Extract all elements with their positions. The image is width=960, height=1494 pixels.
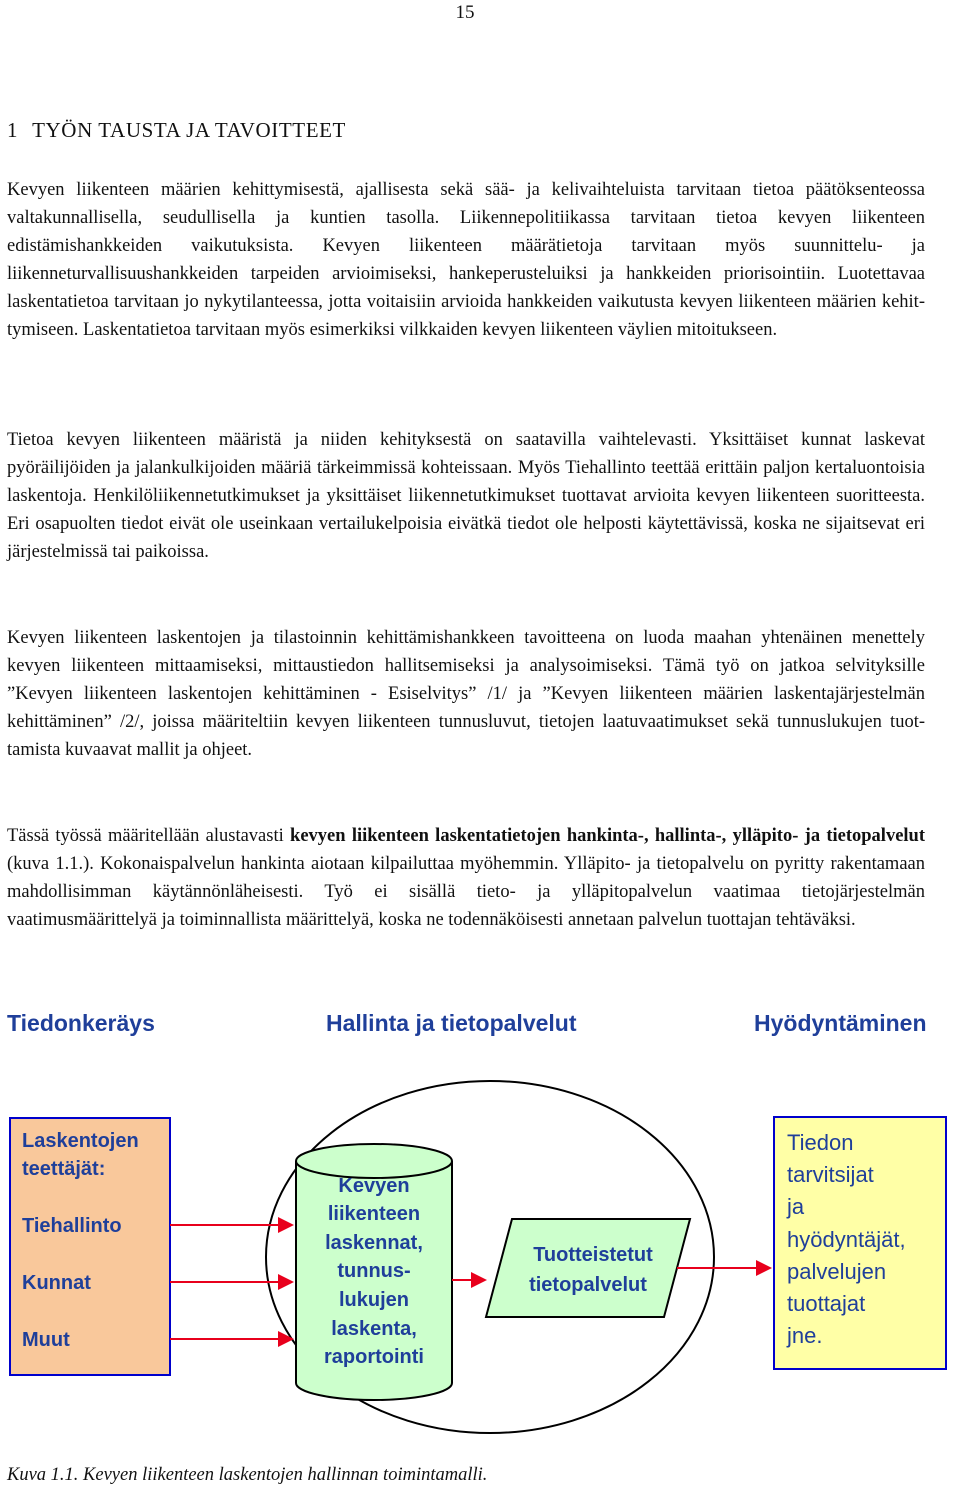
left-box-item-2: Kunnat	[22, 1272, 91, 1294]
paragraph-4-start: Tässä työssä määritellään alustavasti	[7, 826, 291, 846]
paragraph-4	[7, 822, 925, 934]
right-box-line-5: palvelujen	[787, 1259, 887, 1284]
paragraph-4-bold: kevyen liikenteen laskentatietojen hankinta-, hallinta-, ylläpito- ja tietopalvelut	[290, 826, 925, 846]
cylinder-line-2: liikenteen	[327, 1203, 421, 1225]
section-number: 1	[7, 118, 19, 142]
cylinder-line-6: laskenta,	[331, 1318, 417, 1340]
left-box-item-1: Tiehallinto	[22, 1215, 122, 1237]
right-box-line-6: tuottajat	[787, 1291, 866, 1316]
paragraph-2: Tietoa kevyen liikenteen määristä ja niiden kehityksestä on saatavilla vaihtelevasti. Yksittäiset kunnat laskevat pyöräilijöiden ja jalankulkijoiden määriä tärkeimmissä kohteissaan. Myös Tiehallinto teettää erittäin paljon kertaluontoisia laskentoja. Henkilöliikennetutkimukset ja yksittäiset liikennetutkimukset tuottavat arvioita kevyen liikenteen suoritteesta. Eri osapuolten tiedot eivät ole useinkaan vertailukelpoisia eivätkä tiedot ole helposti käytettävissä, koska ne sijaitsevat eri järjestelmissä tai paikoissa.	[7, 430, 925, 562]
paragraph-1: Kevyen liikenteen määrien kehittymisestä, ajallisesta sekä sää- ja kelivaihteluista tarvitaan tietoa päätöksenteossa valtakunnallisella, seudullisella ja kuntien tasolla. Liikennepolitiikassa tarvitaan tietoa kevyen liikenteen edistämishankkeiden vaikutuksista. Kevyen liikenteen määrätietoja tarvitaan myös suunnittelu- ja liikenneturvallisuushankkeiden tarpeiden arvioimiseksi, hankeperusteluiksi ja hankkeiden priorisointiin. Luotettavaa laskentatietoa tarvitaan jo nykytilanteessa, jotta voitaisiin arvioida hankkeiden vaikutusta kevyen liikenteen määrien kehittymiseen. Laskentatietoa tarvitaan myös esimerkiksi vilkkaiden kevyen liikenteen väylien mitoitukseen.	[7, 180, 925, 340]
right-box-line-3: ja	[787, 1194, 805, 1219]
paragraph-3: Kevyen liikenteen laskentojen ja tilastoinnin kehittämishankkeen tavoitteena on luoda maahan yhtenäinen menettely kevyen liikenteen mittaamiseksi, mittaustiedon hallitsemiseksi ja analysoimiseksi. Tämä työ on jatkoa selvityksille ”Kevyen liikenteen laskentojen kehittäminen - Esiselvitys” /1/ ja ”Kevyen liikenteen määrien laskentajärjestelmän kehittäminen” /2/, joissa määriteltiin kevyen liikenteen tunnusluvut, tietojen laatuvaatimukset sekä tunnuslukujen tuottamista kuvaavat mallit ja ohjeet.	[7, 628, 925, 760]
parallelogram-shape	[486, 1219, 690, 1317]
right-box-line-4: hyödyntäjät,	[787, 1227, 906, 1252]
left-box-item-3: Muut	[22, 1329, 70, 1351]
service-model-diagram	[0, 995, 960, 1455]
cylinder-line-5: lukujen	[338, 1289, 410, 1311]
page-number: 15	[455, 2, 475, 23]
cylinder-line-1: Kevyen	[338, 1175, 410, 1197]
cylinder-line-4: tunnus-	[337, 1260, 411, 1282]
figure-caption: Kuva 1.1. Kevyen liikenteen laskentojen hallinnan toimintamalli.	[7, 1465, 488, 1485]
header-collection: Tiedonkeräys	[7, 1010, 155, 1036]
section-title: TYÖN TAUSTA JA TAVOITTEET	[32, 118, 346, 142]
section-heading	[7, 118, 346, 143]
right-box-line-1: Tiedon	[787, 1130, 854, 1155]
cylinder-line-3: laskennat,	[325, 1232, 423, 1254]
header-management: Hallinta ja tietopalvelut	[326, 1010, 577, 1036]
header-utilization: Hyödyntäminen	[754, 1010, 927, 1036]
parallelogram-line-1: Tuotteistetut	[533, 1244, 653, 1266]
right-box-line-7: jne.	[787, 1323, 823, 1348]
right-box-line-2: tarvitsijat	[787, 1162, 874, 1187]
paragraph-4-end: (kuva 1.1.). Kokonaispalvelun hankinta aiotaan kilpailuttaa myöhemmin. Ylläpito- ja tietopalvelu on pyritty rakentamaan mahdollisimman käytännönläheisesti. Työ ei sisällä tieto- ja ylläpitopalvelun vaatimaa tietojärjestelmän vaatimusmäärittelyä ja toiminnallista määrittelyä, koska ne todennäköisesti annetaan palvelun tuottajan tehtäväksi.	[7, 854, 925, 930]
left-box-line-1: Laskentojen	[22, 1130, 139, 1152]
left-box-line-2: teettäjät:	[22, 1158, 106, 1180]
cylinder-line-7: raportointi	[324, 1346, 424, 1368]
parallelogram-line-2: tietopalvelut	[529, 1274, 647, 1296]
